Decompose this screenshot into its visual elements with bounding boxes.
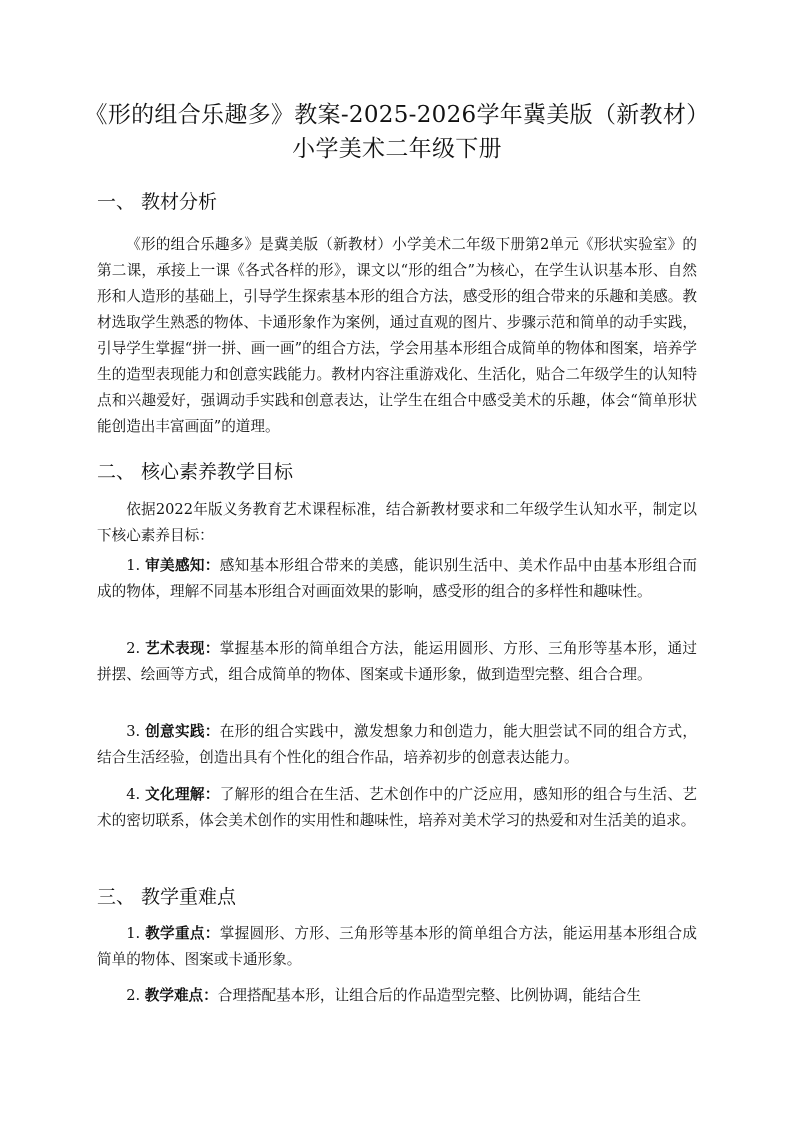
document-title [60, 98, 734, 166]
section-heading-analysis: 一、 教材分析 [97, 191, 218, 213]
item-text: 在形的组合实践中，激发想象力和创造力，能大胆尝试不同的组合方式，结合生活经验，创造出具有个性化的组合作品，培养初步的创意表达能力。 [97, 723, 697, 766]
title-line-2: 小学美术二年级下册 [292, 136, 502, 162]
item-text: 感知基本形组合带来的美感，能识别生活中、美术作品中由基本形组合而成的物体，理解不同基本形组合对画面效果的影响，感受形的组合的多样性和趣味性。 [97, 557, 697, 600]
section-heading-objectives: 二、 核心素养教学目标 [97, 461, 294, 483]
item-label: 创意实践： [145, 723, 220, 740]
objectives-intro: 依据2022年版义务教育艺术课程标准，结合新教材要求和二年级学生认知水平，制定以下核心素养目标： [97, 501, 697, 544]
title-line-1: 《形的组合乐趣多》教案-2025-2026学年冀美版（新教材） [84, 102, 710, 128]
item-number: 2. [126, 640, 141, 657]
item-label: 教学重点： [145, 925, 220, 942]
analysis-paragraph: 《形的组合乐趣多》是冀美版（新教材）小学美术二年级下册第2单元《形状实验室》的第二课，承接上一课《各式各样的形》，课文以“形的组合”为核心，在学生认识基本形、自然形和人造形的基础上，引导学生探索基本形的组合方法，感受形的组合带来的乐趣和美感。教材选取学生熟悉的物体、卡通形象作为案例，通过直观的图片、步骤示范和简单的动手实践，引导学生掌握“拼一拼、画一画”的组合方法，学会用基本形组合成简单的物体和图案，培养学生的造型表现能力和创意实践能力。教材内容注重游戏化、生活化，贴合二年级学生的认知特点和兴趣爱好，强调动手实践和创意表达，让学生在组合中感受美术的乐趣，体会“简单形状能创造出丰富画面”的道理。 [97, 236, 697, 435]
item-number: 1. [126, 925, 141, 942]
item-text: 掌握圆形、方形、三角形等基本形的简单组合方法，能运用基本形组合成简单的物体、图案或卡通形象。 [97, 925, 697, 968]
item-label: 文化理解： [145, 786, 220, 803]
objective-item-culture [97, 782, 697, 834]
section-heading-key-points: 三、 教学重难点 [97, 886, 237, 908]
item-text: 合理搭配基本形，让组合后的作品造型完整、比例协调，能结合生 [217, 987, 641, 1004]
item-number: 1. [126, 557, 141, 574]
objective-item-creative [97, 719, 697, 771]
item-number: 3. [126, 723, 141, 740]
item-number: 2. [126, 987, 141, 1004]
item-text: 掌握基本形的简单组合方法，能运用圆形、方形、三角形等基本形，通过拼摆、绘画等方式，组合成简单的物体、图案或卡通形象，做到造型完整、组合合理。 [97, 640, 697, 683]
item-label: 教学难点： [144, 987, 218, 1004]
item-number: 4. [126, 786, 141, 803]
item-text: 了解形的组合在生活、艺术创作中的广泛应用，感知形的组合与生活、艺术的密切联系，体会美术创作的实用性和趣味性，培养对美术学习的热爱和对生活美的追求。 [97, 786, 697, 829]
objective-item-expression [97, 636, 697, 688]
item-label: 艺术表现： [145, 640, 220, 657]
key-point-item [97, 921, 697, 973]
item-label: 审美感知： [145, 557, 220, 574]
objective-item-aesthetic [97, 553, 697, 605]
difficult-point-item [97, 983, 697, 1009]
